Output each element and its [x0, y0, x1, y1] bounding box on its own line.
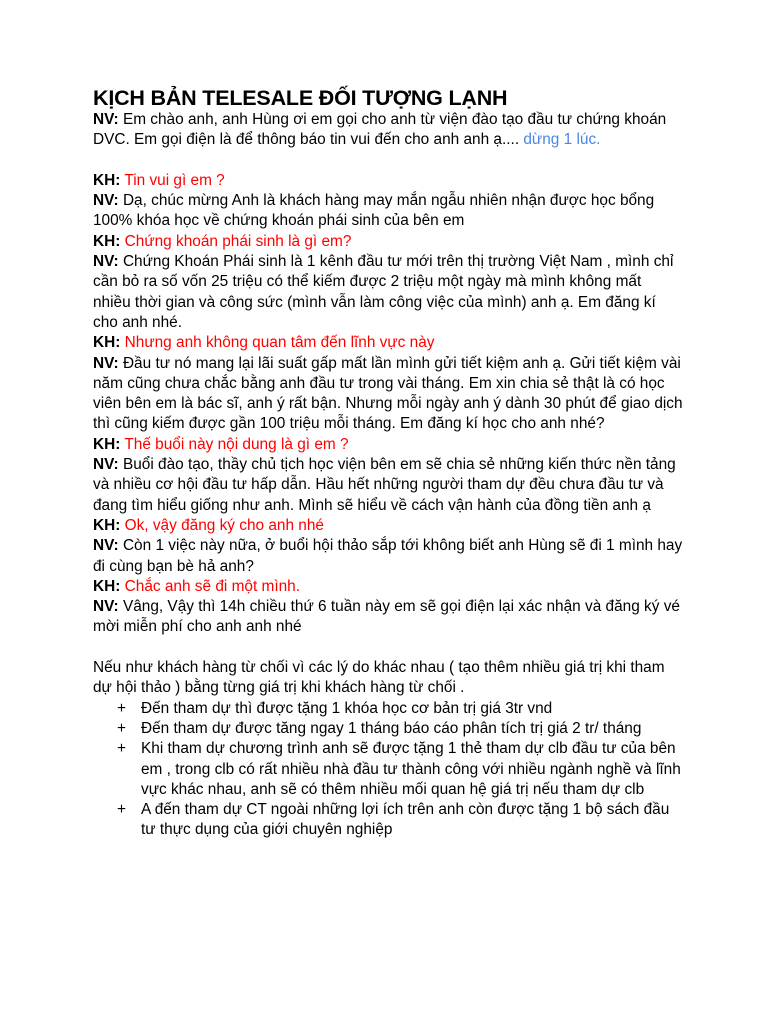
speaker-label: KH:	[93, 171, 121, 189]
speaker-label: NV:	[93, 192, 119, 210]
benefit-item: + Đến tham dự thì được tặng 1 khóa học cơ bản trị giá 3tr vnd	[117, 699, 683, 719]
line-text: Tin vui gì em ?	[124, 171, 225, 189]
line-text: Vâng, Vậy thì 14h chiều thứ 6 tuần này em sẽ gọi điện lại xác nhận và đăng ký vé mời miễn phí cho anh anh nhé	[93, 598, 680, 636]
benefit-item: + Đến tham dự được tăng ngay 1 tháng báo cáo phân tích trị giá 2 tr/ tháng	[117, 719, 683, 739]
benefit-item: + Khi tham dự chương trình anh sẽ được tặng 1 thẻ tham dự clb đầu tư của bên em , trong clb có rất nhiều nhà đầu tư thành công với nhiều ngành nghề và lĩnh vực khác nhau, anh sẽ có thêm nhiều mối quan hệ giá trị nếu tham dự clb	[117, 739, 683, 800]
customer-line	[93, 232, 683, 252]
speaker-label: KH:	[93, 577, 121, 595]
line-text: Em chào anh, anh Hùng ơi em gọi cho anh từ viện đào tạo đầu tư chứng khoán DVC. Em gọi điện là để thông báo tin vui đến cho anh anh ạ....	[93, 111, 667, 149]
customer-line	[93, 577, 683, 597]
document-title: KỊCH BẢN TELESALE ĐỐI TƯỢNG LẠNH	[93, 86, 508, 110]
customer-line	[93, 435, 683, 455]
agent-line	[93, 597, 683, 638]
line-text: Ok, vậy đăng ký cho anh nhé	[124, 516, 324, 534]
speaker-label: KH:	[93, 516, 121, 534]
agent-line	[93, 455, 683, 516]
speaker-label: NV:	[93, 537, 119, 555]
line-text: Chắc anh sẽ đi một mình.	[124, 577, 301, 595]
agent-line	[93, 354, 683, 435]
refusal-intro: Nếu như khách hàng từ chối vì các lý do khác nhau ( tạo thêm nhiều giá trị khi tham dự hội thảo ) bằng từng giá trị khi khách hàng từ chối .	[93, 659, 665, 697]
speaker-label: KH:	[93, 435, 121, 453]
customer-line	[93, 171, 683, 191]
agent-line	[93, 252, 683, 333]
agent-line	[93, 110, 683, 151]
customer-line	[93, 516, 683, 536]
spacer	[93, 151, 683, 171]
line-text: Chứng Khoán Phái sinh là 1 kênh đầu tư mới trên thị trường Việt Nam , mình chỉ cần bỏ ra số vốn 25 triệu có thể kiếm được 2 triệu một ngày mà mình không mất nhiều thời gian và công sức (mình vẫn làm công việc của mình) anh ạ. Em đăng kí cho anh nhé.	[93, 253, 674, 331]
customer-line	[93, 333, 683, 353]
line-text: Chứng khoán phái sinh là gì em?	[124, 232, 352, 250]
agent-line	[93, 191, 683, 232]
benefit-list	[93, 699, 683, 841]
speaker-label: NV:	[93, 354, 119, 372]
speaker-label: NV:	[93, 253, 119, 271]
line-text: Còn 1 việc này nữa, ở buổi hội thảo sắp tới không biết anh Hùng sẽ đi 1 mình hay đi cùng bạn bè hả anh?	[93, 537, 683, 575]
line-text: Nhưng anh không quan tâm đến lĩnh vực này	[124, 334, 435, 352]
line-text: Dạ, chúc mừng Anh là khách hàng may mắn ngẫu nhiên nhận được học bổng 100% khóa học về chứng khoán phái sinh của bên em	[93, 192, 655, 230]
speaker-label: NV:	[93, 111, 119, 128]
speaker-label: NV:	[93, 598, 119, 616]
agent-line	[93, 536, 683, 577]
dialogue-script	[93, 110, 683, 638]
speaker-label: NV:	[93, 456, 119, 474]
document-page	[93, 84, 683, 841]
speaker-label: KH:	[93, 334, 121, 352]
pause-note: dừng 1 lúc.	[523, 131, 601, 149]
speaker-label: KH:	[93, 232, 121, 250]
line-text: Đầu tư nó mang lại lãi suất gấp mất lần mình gửi tiết kiệm anh ạ. Gửi tiết kiệm vài năm cũng chưa chắc bằng anh đầu tư trong vài tháng. Em xin chia sẻ thật là có học viên bên em là bác sĩ, anh ý rất bận. Nhưng mỗi ngày anh ý dành 30 phút để giao dịch thì cũng kiếm được gần 100 triệu mỗi tháng. Em đăng kí học cho anh nhé?	[93, 354, 683, 433]
line-text: Buổi đào tạo, thầy chủ tịch học viện bên em sẽ chia sẻ những kiến thức nền tảng và nhiều cơ hội đầu tư hấp dẫn. Hầu hết những người tham dự đều chưa đầu tư và đang tìm hiểu giống như anh. Mình sẽ hiểu về cách vận hành của đồng tiền anh ạ	[93, 456, 676, 514]
line-text: Thế buổi này nội dung là gì em ?	[124, 435, 349, 453]
benefit-item: + A đến tham dự CT ngoài những lợi ích trên anh còn được tặng 1 bộ sách đầu tư thực dụng của giới chuyên nghiệp	[117, 800, 683, 841]
spacer	[93, 638, 683, 658]
